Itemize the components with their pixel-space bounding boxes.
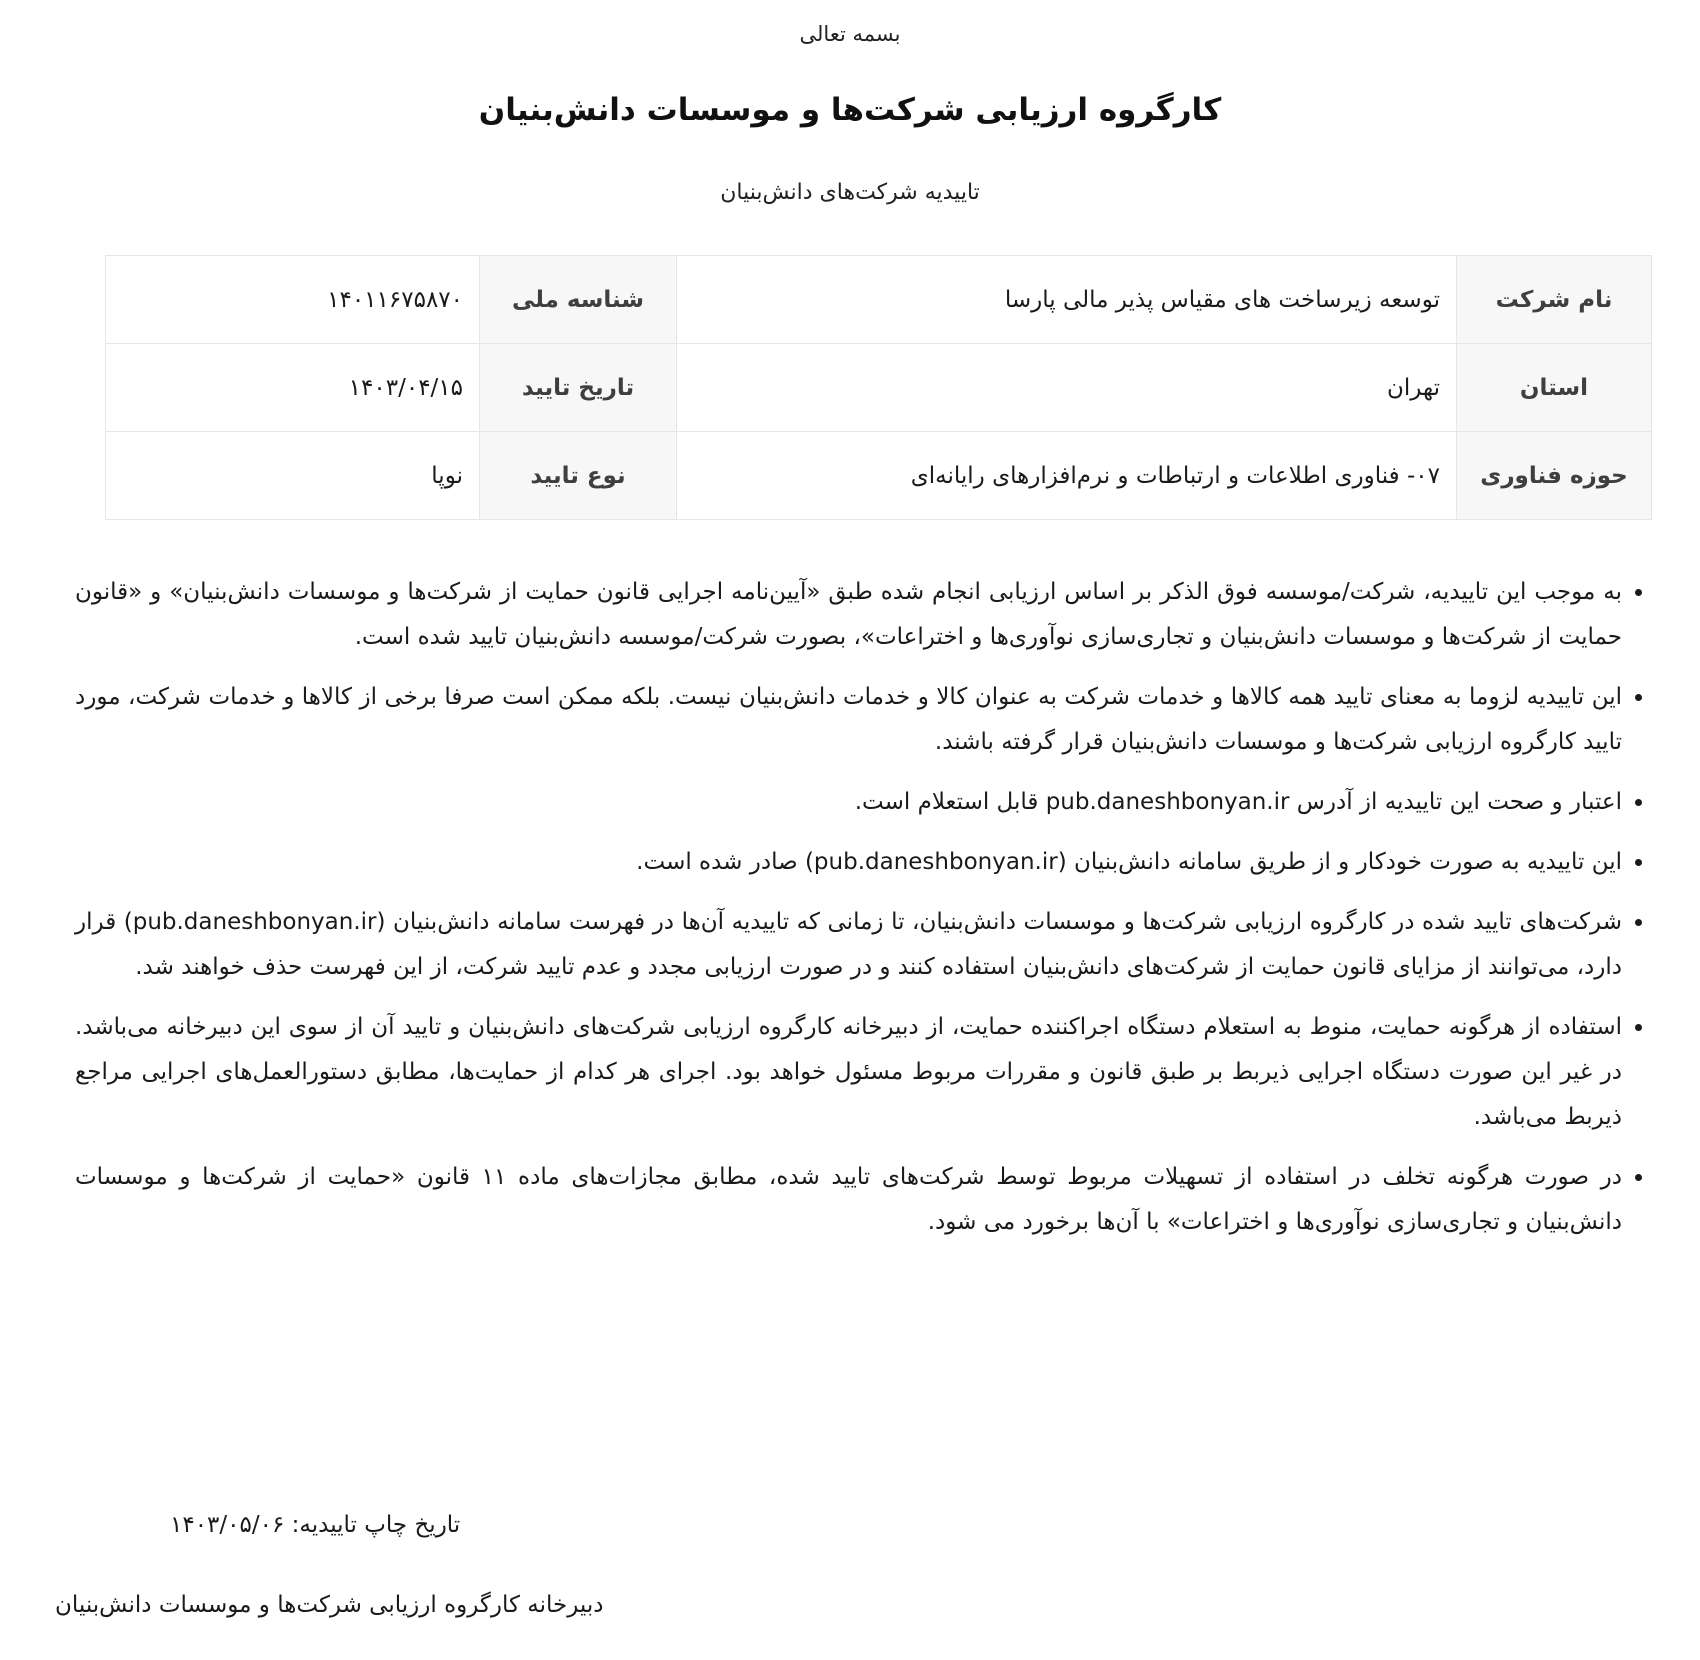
note-item: • اعتبار و صحت این تاییدیه از آدرس pub.daneshbonyan.ir قابل استعلام است. <box>75 780 1622 825</box>
province-label: استان <box>1457 344 1652 432</box>
national-id-label: شناسه ملی <box>480 256 677 344</box>
bismillah-text: بسمه تعالی <box>799 22 901 46</box>
approval-date-value: ۱۴۰۳/۰۴/۱۵ <box>106 344 480 432</box>
approval-date-label: تاریخ تایید <box>480 344 677 432</box>
note-item: • استفاده از هرگونه حمایت، منوط به استعلام دستگاه اجراکننده حمایت، از دبیرخانه کارگروه ارزیابی شرکت‌های دانش‌بنیان و تایید آن از سوی این دبیرخانه می‌باشد. در غیر این صورت دستگاه اجرایی ذیربط بر طبق قانون و مقررات مربوط مسئول خواهد بود. اجرای هر کدام از حمایت‌ها، مطابق دستورالعمل‌های اجرایی مراجع ذیربط می‌باشد. <box>75 1005 1622 1140</box>
note-item: • در صورت هرگونه تخلف در استفاده از تسهیلات مربوط توسط شرکت‌های تایید شده، مطابق مجازات‌های ماده ۱۱ قانون «حمایت از شرکت‌ها و موسسات دانش‌بنیان و تجاری‌سازی نوآوری‌ها و اختراعات» با آن‌ها برخورد می شود. <box>75 1155 1622 1245</box>
table-row-company <box>106 256 1652 344</box>
table-row-province <box>106 344 1652 432</box>
company-info-table <box>105 255 1652 520</box>
province-value: تهران <box>677 344 1457 432</box>
tech-field-label: حوزه فناوری <box>1457 432 1652 520</box>
approval-type-value: نوپا <box>106 432 480 520</box>
secretariat-signature: دبیرخانه کارگروه ارزیابی شرکت‌ها و موسسات دانش‌بنیان <box>55 1592 604 1618</box>
company-name-value: توسعه زیرساخت های مقیاس پذیر مالی پارسا <box>677 256 1457 344</box>
document-title: کارگروه ارزیابی شرکت‌ها و موسسات دانش‌بنیان <box>478 92 1222 128</box>
document-subtitle: تاییدیه شرکت‌های دانش‌بنیان <box>720 180 980 205</box>
table-row-tech-field <box>106 432 1652 520</box>
national-id-value: ۱۴۰۱۱۶۷۵۸۷۰ <box>106 256 480 344</box>
note-item: • این تاییدیه لزوما به معنای تایید همه کالاها و خدمات شرکت به عنوان کالا و خدمات دانش‌بنیان نیست. بلکه ممکن است صرفا برخی از کالاها و خدمات شرکت، مورد تایید کارگروه ارزیابی شرکت‌ها و موسسات دانش‌بنیان قرار گرفته باشند. <box>75 675 1622 765</box>
notes-list <box>75 570 1638 1245</box>
note-item: • شرکت‌های تایید شده در کارگروه ارزیابی شرکت‌ها و موسسات دانش‌بنیان، تا زمانی که تاییدیه آن‌ها در فهرست سامانه دانش‌بنیان (pub.daneshbonyan.ir) قرار دارد، می‌توانند از مزایای قانون حمایت از شرکت‌های دانش‌بنیان استفاده کنند و در صورت ارزیابی مجدد و عدم تایید شرکت، از این فهرست حذف خواهند شد. <box>75 900 1622 990</box>
note-item: • به موجب این تاییدیه، شرکت/موسسه فوق الذکر بر اساس ارزیابی انجام شده طبق «آیین‌نامه اجرایی قانون حمایت از شرکت‌ها و موسسات دانش‌بنیان» و «قانون حمایت از شرکت‌ها و موسسات دانش‌بنیان و تجاری‌سازی نوآوری‌ها و اختراعات»، بصورت شرکت/موسسه دانش‌بنیان تایید شده است. <box>75 570 1622 660</box>
company-name-label: نام شرکت <box>1457 256 1652 344</box>
print-date: تاریخ چاپ تاییدیه: ۱۴۰۳/۰۵/۰۶ <box>170 1512 461 1538</box>
tech-field-value: ۰۷- فناوری اطلاعات و ارتباطات و نرم‌افزارهای رایانه‌ای <box>677 432 1457 520</box>
note-item: • این تاییدیه به صورت خودکار و از طریق سامانه دانش‌بنیان (pub.daneshbonyan.ir) صادر شده است. <box>75 840 1622 885</box>
approval-type-label: نوع تایید <box>480 432 677 520</box>
